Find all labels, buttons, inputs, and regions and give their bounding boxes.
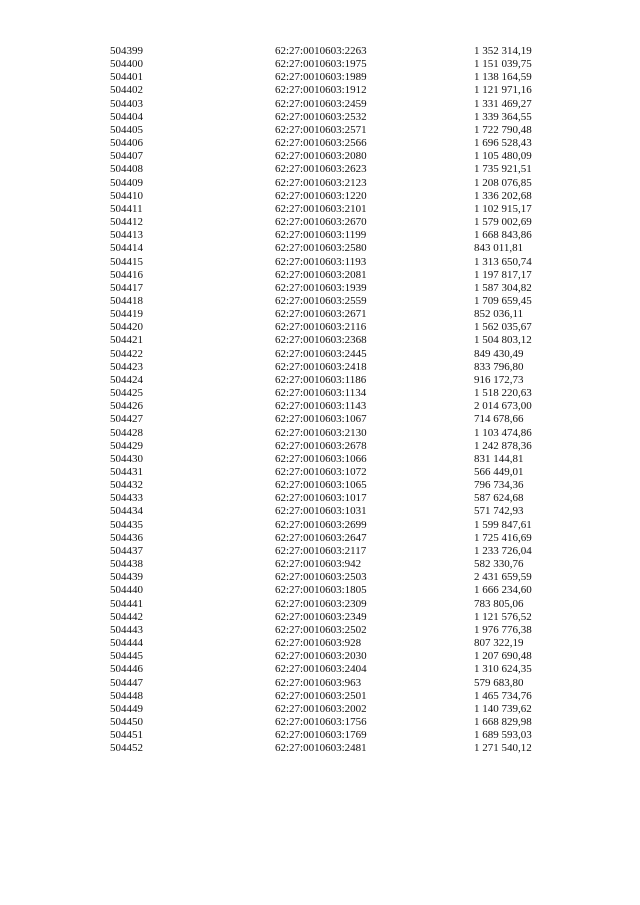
cadastral-number: 62:27:0010603:1756 <box>275 715 367 728</box>
cadastral-value: 1 336 202,68 <box>474 189 532 202</box>
cadastral-number: 62:27:0010603:2349 <box>275 610 367 623</box>
cadastral-value: 566 449,01 <box>474 466 524 478</box>
row-number: 504440 <box>110 584 143 597</box>
cadastral-value: 1 339 364,55 <box>474 110 532 123</box>
table-row <box>110 427 550 440</box>
row-number: 504412 <box>110 216 143 229</box>
cadastral-number: 62:27:0010603:2502 <box>275 623 367 636</box>
row-number: 504429 <box>110 439 143 452</box>
row-number: 504416 <box>110 268 143 281</box>
row-number: 504428 <box>110 426 143 439</box>
cadastral-value: 843 011,81 <box>474 242 524 255</box>
cadastral-value: 1 352 314,19 <box>474 45 532 57</box>
row-number: 504444 <box>110 637 143 650</box>
table-row <box>110 703 550 716</box>
cadastral-value: 1 696 528,43 <box>474 137 532 150</box>
table-row <box>110 374 550 387</box>
cadastral-number: 62:27:0010603:1199 <box>275 229 367 242</box>
cadastral-value: 1 242 878,36 <box>474 439 532 452</box>
row-number: 504404 <box>110 110 143 123</box>
cadastral-number: 62:27:0010603:1065 <box>275 479 367 492</box>
row-number: 504411 <box>110 202 143 215</box>
cadastral-value: 1 310 624,35 <box>474 663 532 676</box>
row-number: 504401 <box>110 71 143 84</box>
table-row <box>110 98 550 111</box>
row-number: 504433 <box>110 492 143 505</box>
cadastral-value: 1 579 002,69 <box>474 216 532 229</box>
cadastral-value: 582 330,76 <box>474 558 524 571</box>
table-row <box>110 650 550 663</box>
cadastral-number: 62:27:0010603:2081 <box>275 268 367 281</box>
cadastral-value: 1 121 576,52 <box>474 610 532 623</box>
cadastral-number: 62:27:0010603:1939 <box>275 281 367 294</box>
table-row <box>110 742 550 755</box>
cadastral-value: 1 207 690,48 <box>474 650 532 663</box>
cadastral-value: 1 140 739,62 <box>474 702 532 715</box>
table-row <box>110 413 550 426</box>
cadastral-number: 62:27:0010603:2566 <box>275 137 367 150</box>
cadastral-number: 62:27:0010603:2671 <box>275 308 367 321</box>
cadastral-number: 62:27:0010603:928 <box>275 637 362 650</box>
row-number: 504408 <box>110 163 143 176</box>
cadastral-number: 62:27:0010603:2117 <box>275 544 367 557</box>
row-number: 504414 <box>110 242 143 255</box>
table-row <box>110 624 550 637</box>
cadastral-number: 62:27:0010603:2670 <box>275 216 367 229</box>
table-row <box>110 690 550 703</box>
table-row <box>110 387 550 400</box>
cadastral-number: 62:27:0010603:2263 <box>275 45 367 57</box>
cadastral-number: 62:27:0010603:1072 <box>275 466 367 478</box>
table-row <box>110 216 550 229</box>
cadastral-number: 62:27:0010603:2501 <box>275 689 367 702</box>
cadastral-number: 62:27:0010603:1220 <box>275 189 367 202</box>
cadastral-number: 62:27:0010603:2101 <box>275 202 367 215</box>
cadastral-number: 62:27:0010603:2559 <box>275 294 367 307</box>
table-row <box>110 190 550 203</box>
row-number: 504423 <box>110 360 143 373</box>
table-row <box>110 440 550 453</box>
cadastral-value: 1 121 971,16 <box>474 84 532 97</box>
table-row <box>110 58 550 71</box>
row-number: 504438 <box>110 558 143 571</box>
cadastral-value: 1 208 076,85 <box>474 176 532 189</box>
row-number: 504447 <box>110 676 143 689</box>
table-row <box>110 282 550 295</box>
cadastral-value: 571 742,93 <box>474 505 524 518</box>
cadastral-number: 62:27:0010603:2130 <box>275 426 367 439</box>
cadastral-number: 62:27:0010603:2030 <box>275 650 367 663</box>
table-row <box>110 269 550 282</box>
table-row <box>110 584 550 597</box>
cadastral-number: 62:27:0010603:2418 <box>275 360 367 373</box>
cadastral-number: 62:27:0010603:2002 <box>275 702 367 715</box>
row-number: 504442 <box>110 610 143 623</box>
table-row <box>110 532 550 545</box>
cadastral-value: 833 796,80 <box>474 360 524 373</box>
cadastral-value: 1 465 734,76 <box>474 689 532 702</box>
cadastral-value: 1 151 039,75 <box>474 58 532 71</box>
cadastral-number: 62:27:0010603:2459 <box>275 97 367 110</box>
row-number: 504400 <box>110 58 143 71</box>
cadastral-value: 587 624,68 <box>474 492 524 505</box>
row-number: 504403 <box>110 97 143 110</box>
cadastral-value: 1 599 847,61 <box>474 518 532 531</box>
cadastral-number: 62:27:0010603:2678 <box>275 439 367 452</box>
row-number: 504421 <box>110 334 143 347</box>
row-number: 504426 <box>110 400 143 413</box>
cadastral-value: 1 197 817,17 <box>474 268 532 281</box>
cadastral-value: 579 683,80 <box>474 676 524 689</box>
row-number: 504417 <box>110 281 143 294</box>
row-number: 504425 <box>110 387 143 400</box>
row-number: 504399 <box>110 45 143 57</box>
cadastral-value: 1 668 843,86 <box>474 229 532 242</box>
cadastral-number: 62:27:0010603:1989 <box>275 71 367 84</box>
row-number: 504409 <box>110 176 143 189</box>
table-row <box>110 45 550 58</box>
cadastral-value: 1 103 474,86 <box>474 426 532 439</box>
row-number: 504450 <box>110 715 143 728</box>
cadastral-number: 62:27:0010603:2481 <box>275 742 367 755</box>
row-number: 504407 <box>110 150 143 163</box>
row-number: 504446 <box>110 663 143 676</box>
table-row <box>110 492 550 505</box>
row-number: 504405 <box>110 123 143 136</box>
row-number: 504430 <box>110 452 143 465</box>
table-row <box>110 558 550 571</box>
cadastral-number: 62:27:0010603:2699 <box>275 518 367 531</box>
data-table <box>110 45 550 755</box>
table-row <box>110 716 550 729</box>
table-row <box>110 729 550 742</box>
table-row <box>110 334 550 347</box>
cadastral-value: 1 666 234,60 <box>474 584 532 597</box>
table-row <box>110 242 550 255</box>
cadastral-value: 1 102 915,17 <box>474 202 532 215</box>
cadastral-value: 1 709 659,45 <box>474 294 532 307</box>
cadastral-value: 831 144,81 <box>474 452 524 465</box>
cadastral-value: 1 105 480,09 <box>474 150 532 163</box>
table-row <box>110 598 550 611</box>
table-row <box>110 308 550 321</box>
table-row <box>110 400 550 413</box>
cadastral-number: 62:27:0010603:2445 <box>275 347 367 360</box>
row-number: 504439 <box>110 571 143 584</box>
row-number: 504431 <box>110 466 143 478</box>
cadastral-number: 62:27:0010603:2368 <box>275 334 367 347</box>
cadastral-value: 1 725 416,69 <box>474 531 532 544</box>
table-row <box>110 466 550 479</box>
row-number: 504436 <box>110 531 143 544</box>
table-row <box>110 571 550 584</box>
row-number: 504410 <box>110 189 143 202</box>
row-number: 504452 <box>110 742 143 755</box>
table-row <box>110 137 550 150</box>
cadastral-number: 62:27:0010603:963 <box>275 676 362 689</box>
table-row <box>110 677 550 690</box>
cadastral-value: 1 587 304,82 <box>474 281 532 294</box>
cadastral-number: 62:27:0010603:1031 <box>275 505 367 518</box>
cadastral-number: 62:27:0010603:1975 <box>275 58 367 71</box>
cadastral-number: 62:27:0010603:2080 <box>275 150 367 163</box>
table-row <box>110 124 550 137</box>
row-number: 504413 <box>110 229 143 242</box>
cadastral-number: 62:27:0010603:1805 <box>275 584 367 597</box>
row-number: 504418 <box>110 294 143 307</box>
cadastral-number: 62:27:0010603:2580 <box>275 242 367 255</box>
cadastral-value: 1 562 035,67 <box>474 321 532 334</box>
cadastral-number: 62:27:0010603:1134 <box>275 387 367 400</box>
cadastral-value: 807 322,19 <box>474 637 524 650</box>
cadastral-number: 62:27:0010603:2503 <box>275 571 367 584</box>
cadastral-value: 1 518 220,63 <box>474 387 532 400</box>
cadastral-value: 796 734,36 <box>474 479 524 492</box>
cadastral-value: 916 172,73 <box>474 373 524 386</box>
cadastral-number: 62:27:0010603:2571 <box>275 123 367 136</box>
cadastral-value: 2 014 673,00 <box>474 400 532 413</box>
cadastral-number: 62:27:0010603:1193 <box>275 255 367 268</box>
table-row <box>110 611 550 624</box>
row-number: 504435 <box>110 518 143 531</box>
cadastral-number: 62:27:0010603:2123 <box>275 176 367 189</box>
row-number: 504443 <box>110 623 143 636</box>
row-number: 504424 <box>110 373 143 386</box>
cadastral-value: 1 976 776,38 <box>474 623 532 636</box>
table-row <box>110 453 550 466</box>
cadastral-value: 1 271 540,12 <box>474 742 532 755</box>
table-row <box>110 479 550 492</box>
cadastral-number: 62:27:0010603:2647 <box>275 531 367 544</box>
cadastral-value: 849 430,49 <box>474 347 524 360</box>
table-row <box>110 348 550 361</box>
cadastral-number: 62:27:0010603:2404 <box>275 663 367 676</box>
table-row <box>110 203 550 216</box>
row-number: 504448 <box>110 689 143 702</box>
cadastral-number: 62:27:0010603:2623 <box>275 163 367 176</box>
cadastral-value: 1 504 803,12 <box>474 334 532 347</box>
row-number: 504441 <box>110 597 143 610</box>
cadastral-value: 1 735 921,51 <box>474 163 532 176</box>
table-row <box>110 229 550 242</box>
cadastral-number: 62:27:0010603:1912 <box>275 84 367 97</box>
cadastral-number: 62:27:0010603:1066 <box>275 452 367 465</box>
cadastral-value: 714 678,66 <box>474 413 524 426</box>
cadastral-number: 62:27:0010603:2532 <box>275 110 367 123</box>
table-row <box>110 177 550 190</box>
row-number: 504415 <box>110 255 143 268</box>
row-number: 504432 <box>110 479 143 492</box>
cadastral-number: 62:27:0010603:1769 <box>275 729 367 742</box>
table-row <box>110 321 550 334</box>
row-number: 504445 <box>110 650 143 663</box>
table-row <box>110 256 550 269</box>
row-number: 504402 <box>110 84 143 97</box>
table-row <box>110 361 550 374</box>
table-row <box>110 545 550 558</box>
table-row <box>110 505 550 518</box>
table-row <box>110 637 550 650</box>
table-row <box>110 163 550 176</box>
cadastral-value: 1 722 790,48 <box>474 123 532 136</box>
table-row <box>110 663 550 676</box>
cadastral-number: 62:27:0010603:2309 <box>275 597 367 610</box>
row-number: 504422 <box>110 347 143 360</box>
cadastral-value: 1 233 726,04 <box>474 544 532 557</box>
cadastral-value: 1 313 650,74 <box>474 255 532 268</box>
cadastral-value: 783 805,06 <box>474 597 524 610</box>
cadastral-number: 62:27:0010603:942 <box>275 558 362 571</box>
row-number: 504451 <box>110 729 143 742</box>
cadastral-value: 1 668 829,98 <box>474 715 532 728</box>
row-number: 504419 <box>110 308 143 321</box>
cadastral-value: 1 331 469,27 <box>474 97 532 110</box>
table-row <box>110 84 550 97</box>
cadastral-number: 62:27:0010603:1017 <box>275 492 367 505</box>
row-number: 504437 <box>110 544 143 557</box>
cadastral-number: 62:27:0010603:2116 <box>275 321 367 334</box>
cadastral-value: 2 431 659,59 <box>474 571 532 584</box>
table-row <box>110 295 550 308</box>
cadastral-number: 62:27:0010603:1067 <box>275 413 367 426</box>
row-number: 504449 <box>110 702 143 715</box>
row-number: 504434 <box>110 505 143 518</box>
table-row <box>110 111 550 124</box>
row-number: 504420 <box>110 321 143 334</box>
cadastral-value: 852 036,11 <box>474 308 524 321</box>
cadastral-number: 62:27:0010603:1143 <box>275 400 367 413</box>
row-number: 504406 <box>110 137 143 150</box>
table-row <box>110 150 550 163</box>
cadastral-value: 1 689 593,03 <box>474 729 532 742</box>
cadastral-value: 1 138 164,59 <box>474 71 532 84</box>
table-row <box>110 519 550 532</box>
table-row <box>110 71 550 84</box>
cadastral-number: 62:27:0010603:1186 <box>275 373 367 386</box>
row-number: 504427 <box>110 413 143 426</box>
